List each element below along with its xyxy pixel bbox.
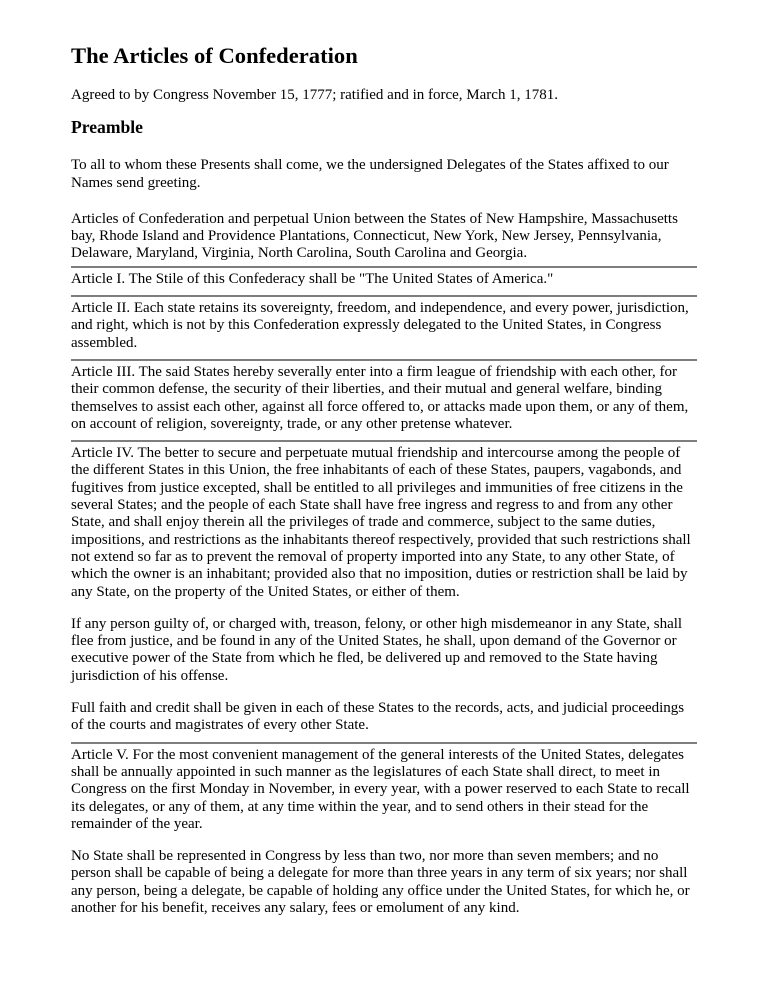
article-paragraph: Article IV. The better to secure and perpetuate mutual friendship and intercourse among the people of the different States in this Union, the free inhabitants of each of these States, paupers, vagabonds, and fugitives from justice excepted, shall be entitled to all privileges and immunities of free citizens in the several States; and the people of each State shall have free ingress and regress to and from any other State, and shall enjoy therein all the privileges of trade and commerce, subject to the same duties, impositions, and restrictions as the inhabitants thereof respectively, provided that such restrictions shall not extend so far as to prevent the removal of property imported into any State, to any other State, of which the owner is an inhabitant; provided also that no imposition, duties or restriction shall be laid by any State, on the property of the United States, or either of them. xyxy=(71,445,691,600)
article-paragraph: Full faith and credit shall be given in each of these States to the records, acts, and judicial proceedings of the courts and magistrates of every other State. xyxy=(71,700,685,734)
page-title: The Articles of Confederation xyxy=(71,43,358,68)
article-section-4 xyxy=(71,440,697,738)
article-paragraph: Article III. The said States hereby severally enter into a firm league of friendship with each other, for their common defense, the security of their liberties, and their mutual and general welfare, binding themselves to assist each other, against all force offered to, or attacks made upon them, or any of them, on account of religion, sovereignty, trade, or any other pretense whatever. xyxy=(71,363,689,432)
article-paragraph: If any person guilty of, or charged with, treason, felony, or other high misdemeanor in any State, shall flee from justice, and be found in any of the United States, he shall, upon demand of the Governor or executive power of the State from which he fled, be delivered up and removed to the State having jurisdiction of his offense. xyxy=(71,615,683,684)
doc-subtitle: Agreed to by Congress November 15, 1777; ratified and in force, March 1, 1781. xyxy=(71,87,558,103)
preamble-body xyxy=(71,157,697,262)
article-section-2 xyxy=(71,295,697,356)
preamble-heading: Preamble xyxy=(71,117,143,138)
article-section-3 xyxy=(71,359,697,437)
preamble-paragraph: Articles of Confederation and perpetual Union between the States of New Hampshire, Massachusetts bay, Rhode Island and Providence Plantations, Connecticut, New York, New Jersey, Pennsylvania, Delaware, Maryland, Virginia, North Carolina, South Carolina and Georgia. xyxy=(71,210,678,262)
preamble-paragraph: To all to whom these Presents shall come, we the undersigned Delegates of the States affixed to our Names send greeting. xyxy=(71,157,669,191)
article-section-5 xyxy=(71,742,697,922)
article-section-1 xyxy=(71,266,697,292)
article-paragraph: No State shall be represented in Congress by less than two, nor more than seven members; and no person shall be capable of being a delegate for more than three years in any term of six years; nor shall any person, being a delegate, be capable of holding any office under the United States, for which he, or another for his benefit, receives any salary, fees or emolument of any kind. xyxy=(71,848,690,916)
article-paragraph: Article I. The Stile of this Confederacy shall be "The United States of America." xyxy=(71,270,554,287)
article-paragraph: Article II. Each state retains its sovereignty, freedom, and independence, and every power, jurisdiction, and right, which is not by this Confederation expressly delegated to the United States, in Congress assembled. xyxy=(71,300,689,351)
article-paragraph: Article V. For the most convenient management of the general interests of the United States, delegates shall be annually appointed in such manner as the legislatures of each State shall direct, to meet in Congress on the first Monday in November, in every year, with a power reserved to each State to recall its delegates, or any of them, at any time within the year, and to send others in their stead for the remainder of the year. xyxy=(71,746,690,832)
